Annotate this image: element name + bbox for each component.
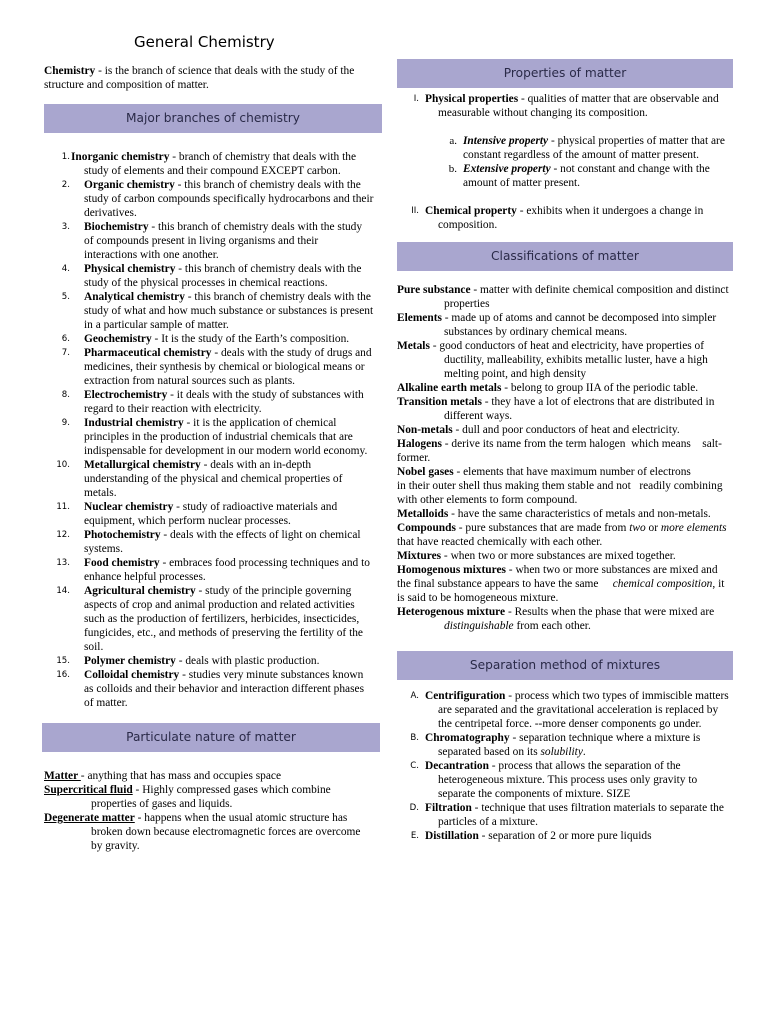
intro-text: - is the branch of science that deals with the study of the structure and composition of matter. [44, 65, 355, 91]
list-item: Elements - made up of atoms and cannot be decomposed into simpler substances by ordinary chemical means. [397, 312, 717, 338]
physical-property-item: I. Physical properties - qualities of matter that are observable and measurable without changing its composition. [413, 93, 719, 119]
list-item: 4. Physical chemistry - this branch of chemistry deals with the study of the physical processes in chemical reactions. [61, 263, 362, 289]
list-item: b. Extensive property - not constant and change with the amount of matter present. [448, 163, 710, 189]
list-item: D. Filtration - technique that uses filtration materials to separate the particles of a mixture. [409, 802, 724, 828]
list-item: Compounds - pure substances that are made from two or more elements that have reacted chemically with each other. [397, 522, 727, 548]
list-item: Supercritical fluid - Highly compressed gases which combine properties of gases and liquids. [44, 784, 331, 810]
list-item: 16. Colloidal chemistry - studies very minute substances known as colloids and their behavior and interaction different phases of matter. [56, 669, 365, 709]
page-title: General Chemistry [134, 33, 275, 51]
particulate-heading: Particulate nature of matter [42, 723, 380, 752]
physical-subtypes [397, 134, 733, 190]
list-item: B. Chromatography - separation technique where a mixture is separated based on its solubility. [410, 732, 701, 758]
branches-list [44, 150, 374, 710]
list-item: Pure substance - matter with definite chemical composition and distinct properties [397, 284, 729, 310]
intro-paragraph [44, 64, 374, 92]
chemical-property-item: II. Chemical property - exhibits when it undergoes a change in composition. [411, 205, 704, 231]
separation-list [397, 689, 733, 843]
list-item: Mixtures - when two or more substances are mixed together. [397, 550, 676, 562]
list-item: 10. Metallurgical chemistry - deals with an in-depth understanding of the physical and chemical properties of metals. [56, 459, 343, 499]
list-item: 12. Photochemistry - deals with the effects of light on chemical systems. [56, 529, 361, 555]
list-item: 3. Biochemistry - this branch of chemistry deals with the study of compounds present in living organisms and their interactions with one another. [61, 221, 363, 261]
list-item: Non-metals - dull and poor conductors of heat and electricity. [397, 424, 680, 436]
list-item: Homogenous mixtures - when two or more substances are mixed and the final substance appears to have the same chemical composition, it is said to be homogeneous mixture. [397, 564, 728, 604]
classifications-heading: Classifications of matter [397, 242, 733, 271]
list-item: 6. Geochemistry - It is the study of the Earth’s composition. [61, 333, 350, 345]
list-item: C. Decantration - process that allows the separation of the heterogeneous mixture. This process uses only gravity to separate the components of mixture. SIZE [410, 760, 698, 800]
list-item: Alkaline earth metals - belong to group IIA of the periodic table. [397, 382, 699, 394]
list-item: Degenerate matter - happens when the usual atomic structure has broken down because electromagnetic forces are overcome by gravity. [44, 812, 361, 852]
list-item: A. Centrifiguration - process which two types of immiscible matters are separated and the gravitational acceleration is replaced by the centripetal force. --more denser components go under. [410, 690, 729, 730]
list-item: 15. Polymer chemistry - deals with plastic production. [56, 655, 320, 667]
right-column [397, 59, 733, 843]
list-item: 2. Organic chemistry - this branch of chemistry deals with the study of carbon compounds specifically hydrocarbons and their derivatives. [61, 179, 374, 219]
branches-heading: Major branches of chemistry [44, 104, 382, 133]
list-item: Heterogenous mixture - Results when the phase that were mixed are distinguishable from each other. [397, 606, 715, 632]
list-item: 14. Agricultural chemistry - study of the principle governing aspects of crop and animal production and related activities such as the production of fertilizers, herbicides, insecticides, fungicides, etc., and methods of preserving the fertility of the soil. [56, 585, 363, 653]
left-column [44, 64, 374, 853]
list-item: 7. Pharmaceutical chemistry - deals with the study of drugs and medicines, their synthesis by chemical or biological means or extraction from natural sources such as plants. [61, 347, 372, 387]
list-item: Halogens - derive its name from the term halogen which means salt-former. [397, 438, 722, 464]
particulate-list [44, 769, 374, 853]
intro-term: Chemistry [44, 65, 96, 77]
list-item: 13. Food chemistry - embraces food processing techniques and to enhance helpful processes. [56, 557, 370, 583]
classifications-list [397, 283, 733, 633]
list-item: 5. Analytical chemistry - this branch of chemistry deals with the study of what and how much substance or substances is present in a particular sample of matter. [61, 291, 374, 331]
list-item: Metalloids - have the same characteristics of metals and non-metals. [397, 508, 711, 520]
list-item: 8. Electrochemistry - it deals with the study of substances with regard to their reaction with electricity. [61, 389, 364, 415]
list-item: Nobel gases - elements that have maximum number of electrons in their outer shell thus making them stable and not readily combining with other elements to form compound. [397, 466, 728, 506]
separation-heading: Separation method of mixtures [397, 651, 733, 680]
list-item: 9. Industrial chemistry - it is the application of chemical principles in the production of industrial chemicals that are indispensable for development in our modern world economy. [61, 417, 368, 457]
list-item: Transition metals - they have a lot of electrons that are distributed in different ways. [397, 396, 715, 422]
list-item: 11. Nuclear chemistry - study of radioactive materials and equipment, which perform nuclear processes. [56, 501, 338, 527]
properties-heading: Properties of matter [397, 59, 733, 88]
list-item: Matter - anything that has mass and occupies space [44, 770, 282, 782]
list-item: Metals - good conductors of heat and electricity, have properties of ductility, malleability, exhibits metallic luster, have a high melting point, and high density [397, 340, 708, 380]
list-item: a. Intensive property - physical properties of matter that are constant regardless of the amount of matter present. [449, 135, 725, 161]
list-item: E. Distillation - separation of 2 or more pure liquids [410, 830, 652, 842]
list-item: 1. Inorganic chemistry - branch of chemistry that deals with the study of elements and their compound EXCEPT carbon. [61, 151, 357, 177]
